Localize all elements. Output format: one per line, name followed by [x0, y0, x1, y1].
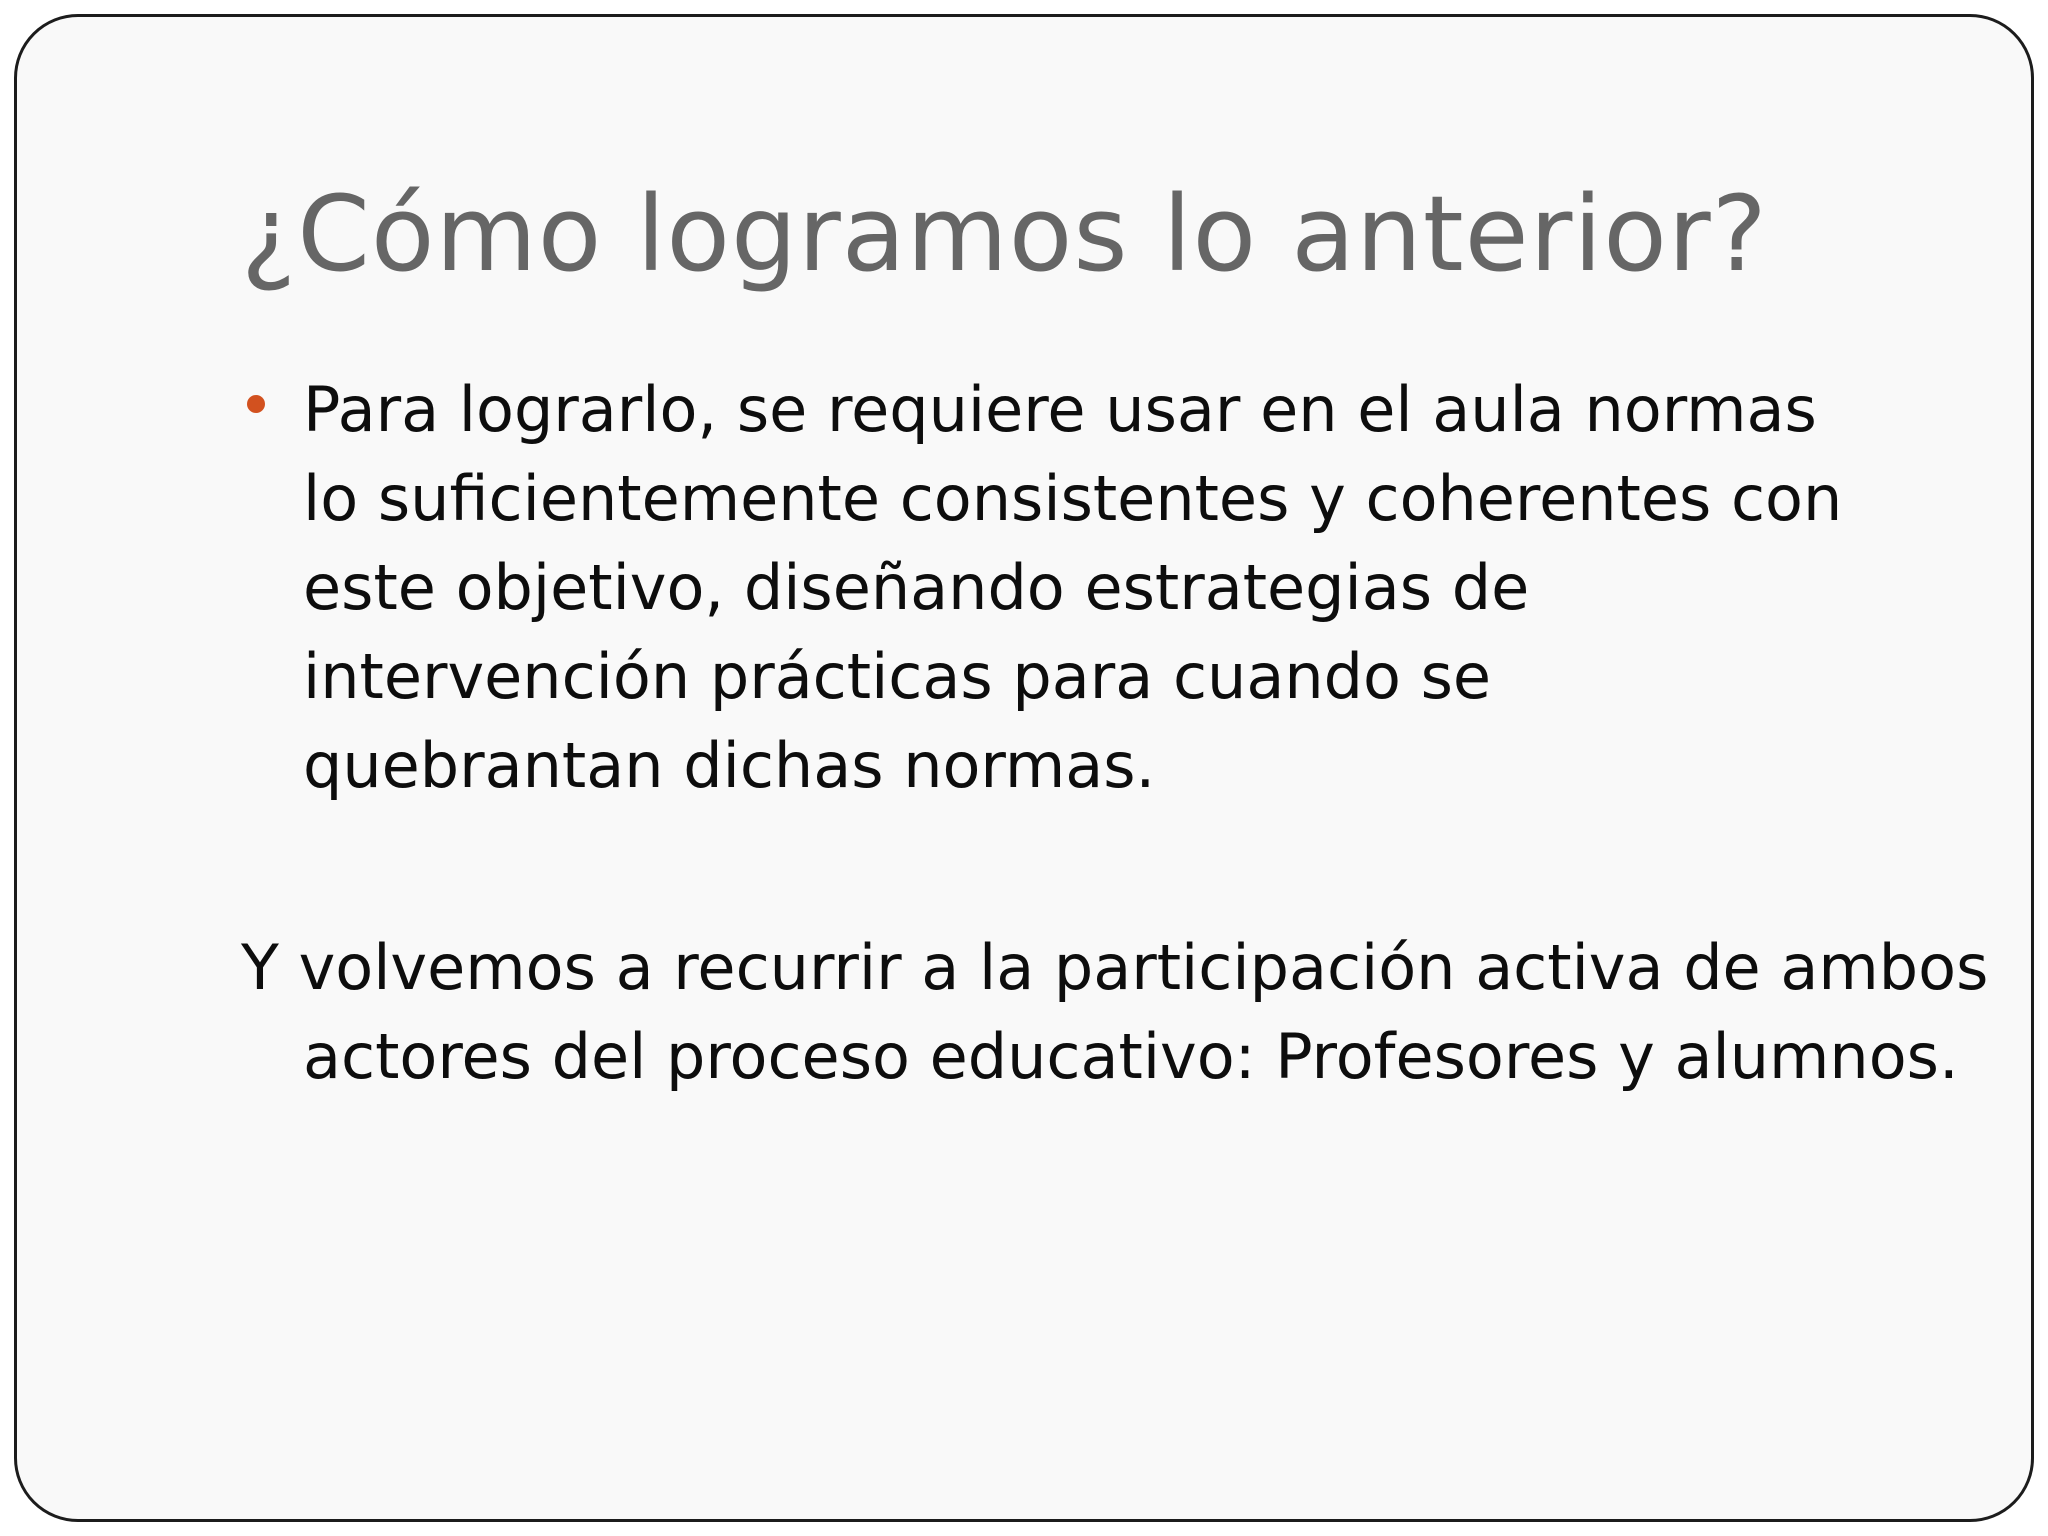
bullet-dot-icon [247, 395, 265, 413]
bullet-text: Para lograrlo, se requiere usar en el aula normas lo suficientemente consistentes y coherentes con este objetivo, diseñando estrategias de intervención prácticas para cuando se quebrantan dichas normas. [303, 373, 1843, 802]
body-paragraph: Y volvemos a recurrir a la participación activa de ambos actores del proceso educativo: Profesores y alumnos. [241, 931, 1989, 1093]
slide-title: ¿Cómo logramos lo anterior? [241, 173, 1768, 295]
slide [14, 14, 2034, 1522]
